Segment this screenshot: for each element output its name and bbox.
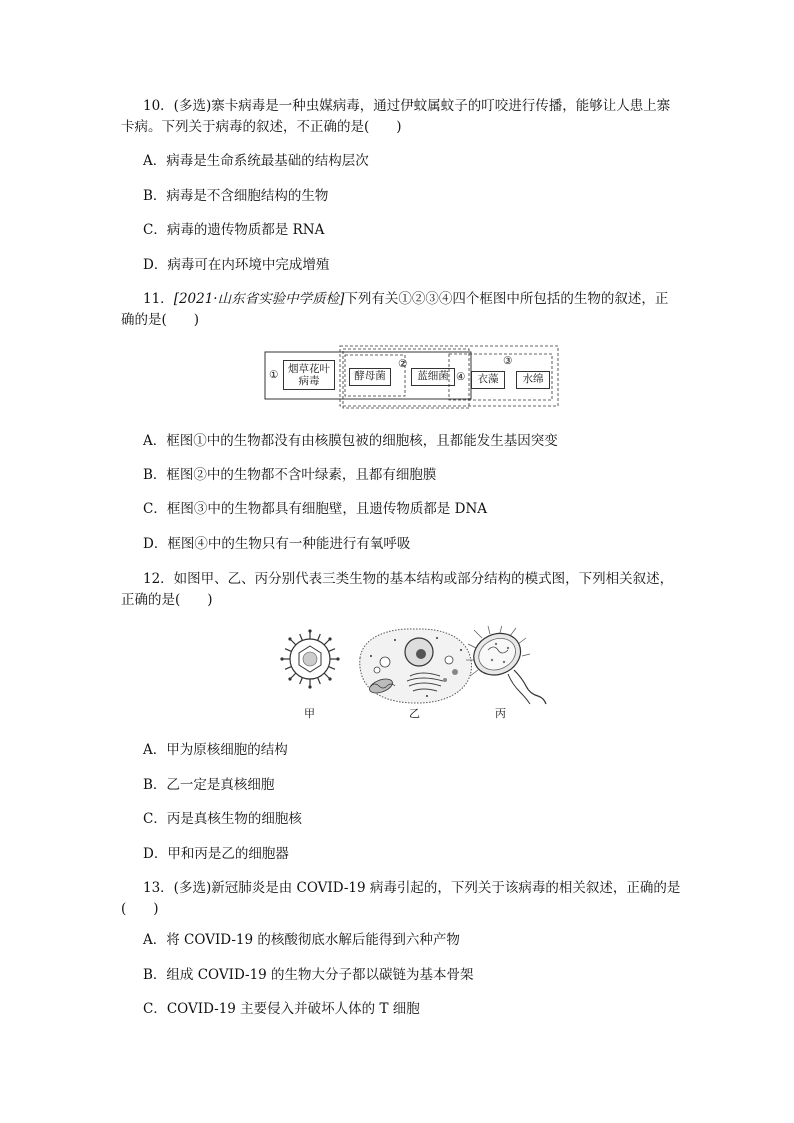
box-number-1: ① [269, 369, 279, 381]
box-number-4: ④ [456, 371, 466, 383]
q11-option-a: A．框图①中的生物都没有由核膜包被的细胞核，且都能发生基因突变 [143, 433, 558, 449]
q11-stem-line1 [143, 290, 668, 308]
q13-stem-line1: 13．(多选)新冠肺炎是由 COVID-19 病毒引起的，下列关于该病毒的相关叙述，正确的是 [143, 880, 681, 896]
q10-stem-line1: 10．(多选)寨卡病毒是一种虫媒病毒，通过伊蚊属蚊子的叮咬进行传播，能够让人患上寨 [143, 98, 671, 114]
q12-option-a: A．甲为原核细胞的结构 [143, 742, 288, 758]
q12-stem-line2: 正确的是( ) [121, 592, 213, 608]
q11-stem-rest: 下列有关①②③④四个框图中所包括的生物的叙述，正 [344, 291, 669, 307]
q10-option-c: C．病毒的遗传物质都是 RNA [143, 222, 325, 238]
q12-option-c: C．丙是真核生物的细胞核 [143, 811, 302, 827]
q12-option-d: D．甲和丙是乙的细胞器 [143, 846, 289, 862]
q10-option-d: D．病毒可在内环境中完成增殖 [143, 257, 330, 273]
figure-label-jia: 甲 [304, 707, 315, 720]
organism-yeast: 酵母菌 [349, 368, 391, 386]
box-number-3: ③ [503, 355, 513, 367]
q10-stem-line2: 卡病。下列关于病毒的叙述，不正确的是( ) [121, 119, 402, 135]
virus-illustration [280, 629, 339, 688]
organism-chlamydomonas: 衣藻 [471, 371, 505, 389]
q11-source-tag: [2021·山东省实验中学质检] [173, 291, 345, 307]
organism-tobacco-mosaic-virus: 烟草花叶病毒 [283, 360, 335, 390]
q11-option-d: D．框图④中的生物只有一种能进行有氧呼吸 [143, 536, 411, 552]
bacterium-illustration [466, 626, 546, 704]
figure-label-bing: 丙 [495, 707, 506, 720]
q11-number: 11． [143, 291, 174, 307]
q10-option-a: A．病毒是生命系统最基础的结构层次 [143, 153, 369, 169]
q13-option-b: B．组成 COVID-19 的生物大分子都以碳链为基本骨架 [143, 967, 474, 983]
q12-stem-line1: 12．如图甲、乙、丙分别代表三类生物的基本结构或部分结构的模式图，下列相关叙述， [143, 571, 674, 587]
q13-option-c: C．COVID-19 主要侵入并破坏人体的 T 细胞 [143, 1001, 420, 1017]
q11-option-c: C．框图③中的生物都具有细胞壁，且遗传物质都是 DNA [143, 501, 488, 517]
q12-figure-drawings [270, 626, 555, 706]
box-number-2: ② [398, 358, 408, 370]
q11-option-b: B．框图②中的生物都不含叶绿素，且都有细胞膜 [143, 467, 437, 483]
figure-label-yi: 乙 [409, 707, 420, 720]
eukaryotic-cell-illustration [360, 629, 472, 703]
q11-box-diagram [263, 345, 561, 411]
q13-stem-line2: ( ) [121, 901, 159, 917]
q12-figure [270, 626, 555, 722]
organism-cyanobacteria: 蓝细菌 [411, 368, 455, 386]
organism-spirogyra: 水绵 [516, 371, 550, 389]
q12-option-b: B．乙一定是真核细胞 [143, 777, 275, 793]
q10-option-b: B．病毒是不含细胞结构的生物 [143, 188, 329, 204]
q13-option-a: A．将 COVID-19 的核酸彻底水解后能得到六种产物 [143, 932, 460, 948]
q11-stem-line2: 确的是( ) [121, 312, 200, 328]
